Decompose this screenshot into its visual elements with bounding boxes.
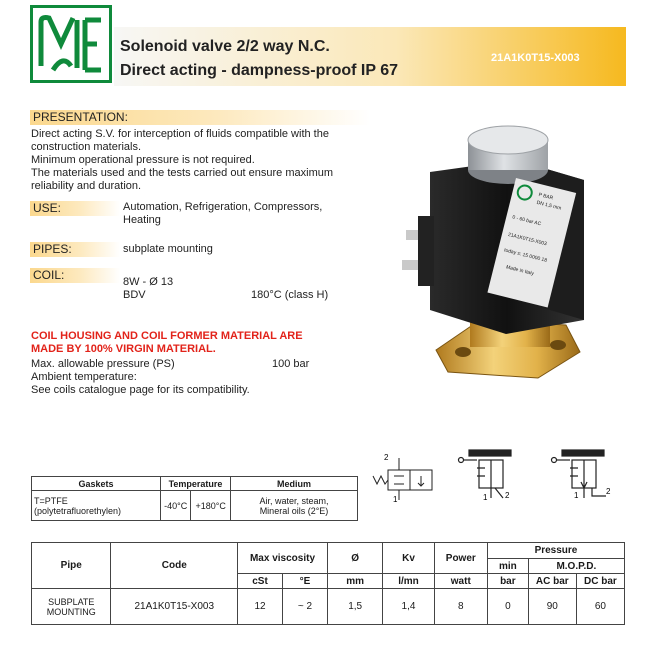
warning-line1: COIL HOUSING AND COIL FORMER MATERIAL ARE <box>31 330 303 342</box>
symbol-a-port-1: 1 <box>483 493 488 502</box>
lmn-header: l/mn <box>383 574 434 589</box>
pressure-header: Pressure <box>487 543 624 559</box>
presentation-text <box>31 128 376 193</box>
cst-header: cSt <box>238 574 283 589</box>
product-code: 21A1K0T15-X003 <box>491 52 580 64</box>
presentation-line: Minimum operational pressure is not required. <box>31 154 255 166</box>
presentation-line: The materials used and the tests carried out ensure maximum <box>31 167 334 179</box>
coil-type: BDV <box>123 289 146 301</box>
watt-cell: 8 <box>434 589 487 625</box>
use-line2: Heating <box>123 214 161 226</box>
gasket-material: T=PTFE <box>34 495 68 506</box>
ambient-temperature: Ambient temperature: <box>31 371 137 383</box>
valve-symbol-iso <box>368 448 438 504</box>
presentation-label: PRESENTATION: <box>30 110 370 125</box>
medium-line1: Air, water, steam, <box>259 495 329 506</box>
temperature-header: Temperature <box>161 477 231 491</box>
temp-min: -40°C <box>161 491 191 521</box>
coil-temperature: 180°C (class H) <box>251 289 329 301</box>
warning-line2: MADE BY 100% VIRGIN MATERIAL. <box>31 343 216 355</box>
dc-bar-header: DC bar <box>576 574 624 589</box>
label-text-2: DN 1,5 mm <box>535 199 562 212</box>
label-text-5: today s: 15 0000 18 <box>503 247 548 264</box>
ac-bar-header: AC bar <box>528 574 576 589</box>
watt-header: watt <box>434 574 487 589</box>
viscosity-header: Max viscosity <box>238 543 328 574</box>
medium-cell <box>231 491 358 521</box>
min-cell: 0 <box>487 589 528 625</box>
symbol-b-port-2: 2 <box>606 487 611 496</box>
page-subtitle: Direct acting - dampness-proof IP 67 <box>120 62 398 79</box>
symbol-port-1: 1 <box>393 495 398 504</box>
gasket-cell <box>32 491 161 521</box>
pipe-line2: MOUNTING <box>46 606 96 617</box>
presentation-line: reliability and duration. <box>31 180 142 192</box>
mm-cell: 1,5 <box>327 589 382 625</box>
valve-symbol-section-b <box>548 442 623 504</box>
symbol-b-port-1: 1 <box>574 491 579 500</box>
diameter-header: Ø <box>327 543 382 574</box>
mopd-header: M.O.P.D. <box>528 559 624 574</box>
pipes-value: subplate mounting <box>123 243 213 255</box>
pipes-label: PIPES: <box>30 242 120 257</box>
label-text-3: 0 - 60 bar AC <box>511 214 542 228</box>
presentation-line: Direct acting S.V. for interception of fluids compatible with the <box>31 128 329 140</box>
medium-line2: Mineral oils (2°E) <box>259 505 329 516</box>
label-text-6: Made in Italy <box>505 264 535 278</box>
engler-header: °E <box>283 574 328 589</box>
code-cell: 21A1K0T15-X003 <box>111 589 238 625</box>
label-text-4: 21A1K0T15-X003 <box>507 231 548 248</box>
engler-cell: ~ 2 <box>283 589 328 625</box>
medium-header: Medium <box>231 477 358 491</box>
code-header: Code <box>111 543 238 589</box>
coil-power: 8W - Ø 13 <box>123 276 174 288</box>
page-title: Solenoid valve 2/2 way N.C. <box>120 38 330 55</box>
mm-header: mm <box>327 574 382 589</box>
power-header: Power <box>434 543 487 574</box>
company-logo <box>30 5 112 83</box>
symbol-a-port-2: 2 <box>505 491 510 500</box>
pipe-header: Pipe <box>32 543 111 589</box>
kv-header: Kv <box>383 543 434 574</box>
symbol-port-2: 2 <box>384 453 389 462</box>
cst-cell: 12 <box>238 589 283 625</box>
kv-cell: 1,4 <box>383 589 434 625</box>
gaskets-header: Gaskets <box>32 477 161 491</box>
dc-cell: 60 <box>576 589 624 625</box>
bar-header: bar <box>487 574 528 589</box>
gasket-note: (polytetrafluorethylen) <box>34 505 122 516</box>
valve-symbol-section-a <box>455 442 530 504</box>
presentation-line: construction materials. <box>31 141 142 153</box>
max-pressure-label: Max. allowable pressure (PS) <box>31 358 175 370</box>
catalogue-note: See coils catalogue page for its compatibility. <box>31 384 250 396</box>
max-pressure-value: 100 bar <box>272 358 310 370</box>
use-line1: Automation, Refrigeration, Compressors, <box>123 201 323 213</box>
use-label: USE: <box>30 201 120 216</box>
ac-cell: 90 <box>528 589 576 625</box>
product-photo <box>388 120 628 410</box>
pipe-line1: SUBPLATE <box>48 596 95 607</box>
min-header: min <box>487 559 528 574</box>
temp-max: +180°C <box>191 491 231 521</box>
coil-label: COIL: <box>30 268 120 283</box>
gaskets-table <box>31 476 358 521</box>
specs-table <box>31 542 625 625</box>
pipe-cell <box>32 589 111 625</box>
label-text-1: P BAR <box>537 192 554 202</box>
table-row <box>32 589 625 625</box>
